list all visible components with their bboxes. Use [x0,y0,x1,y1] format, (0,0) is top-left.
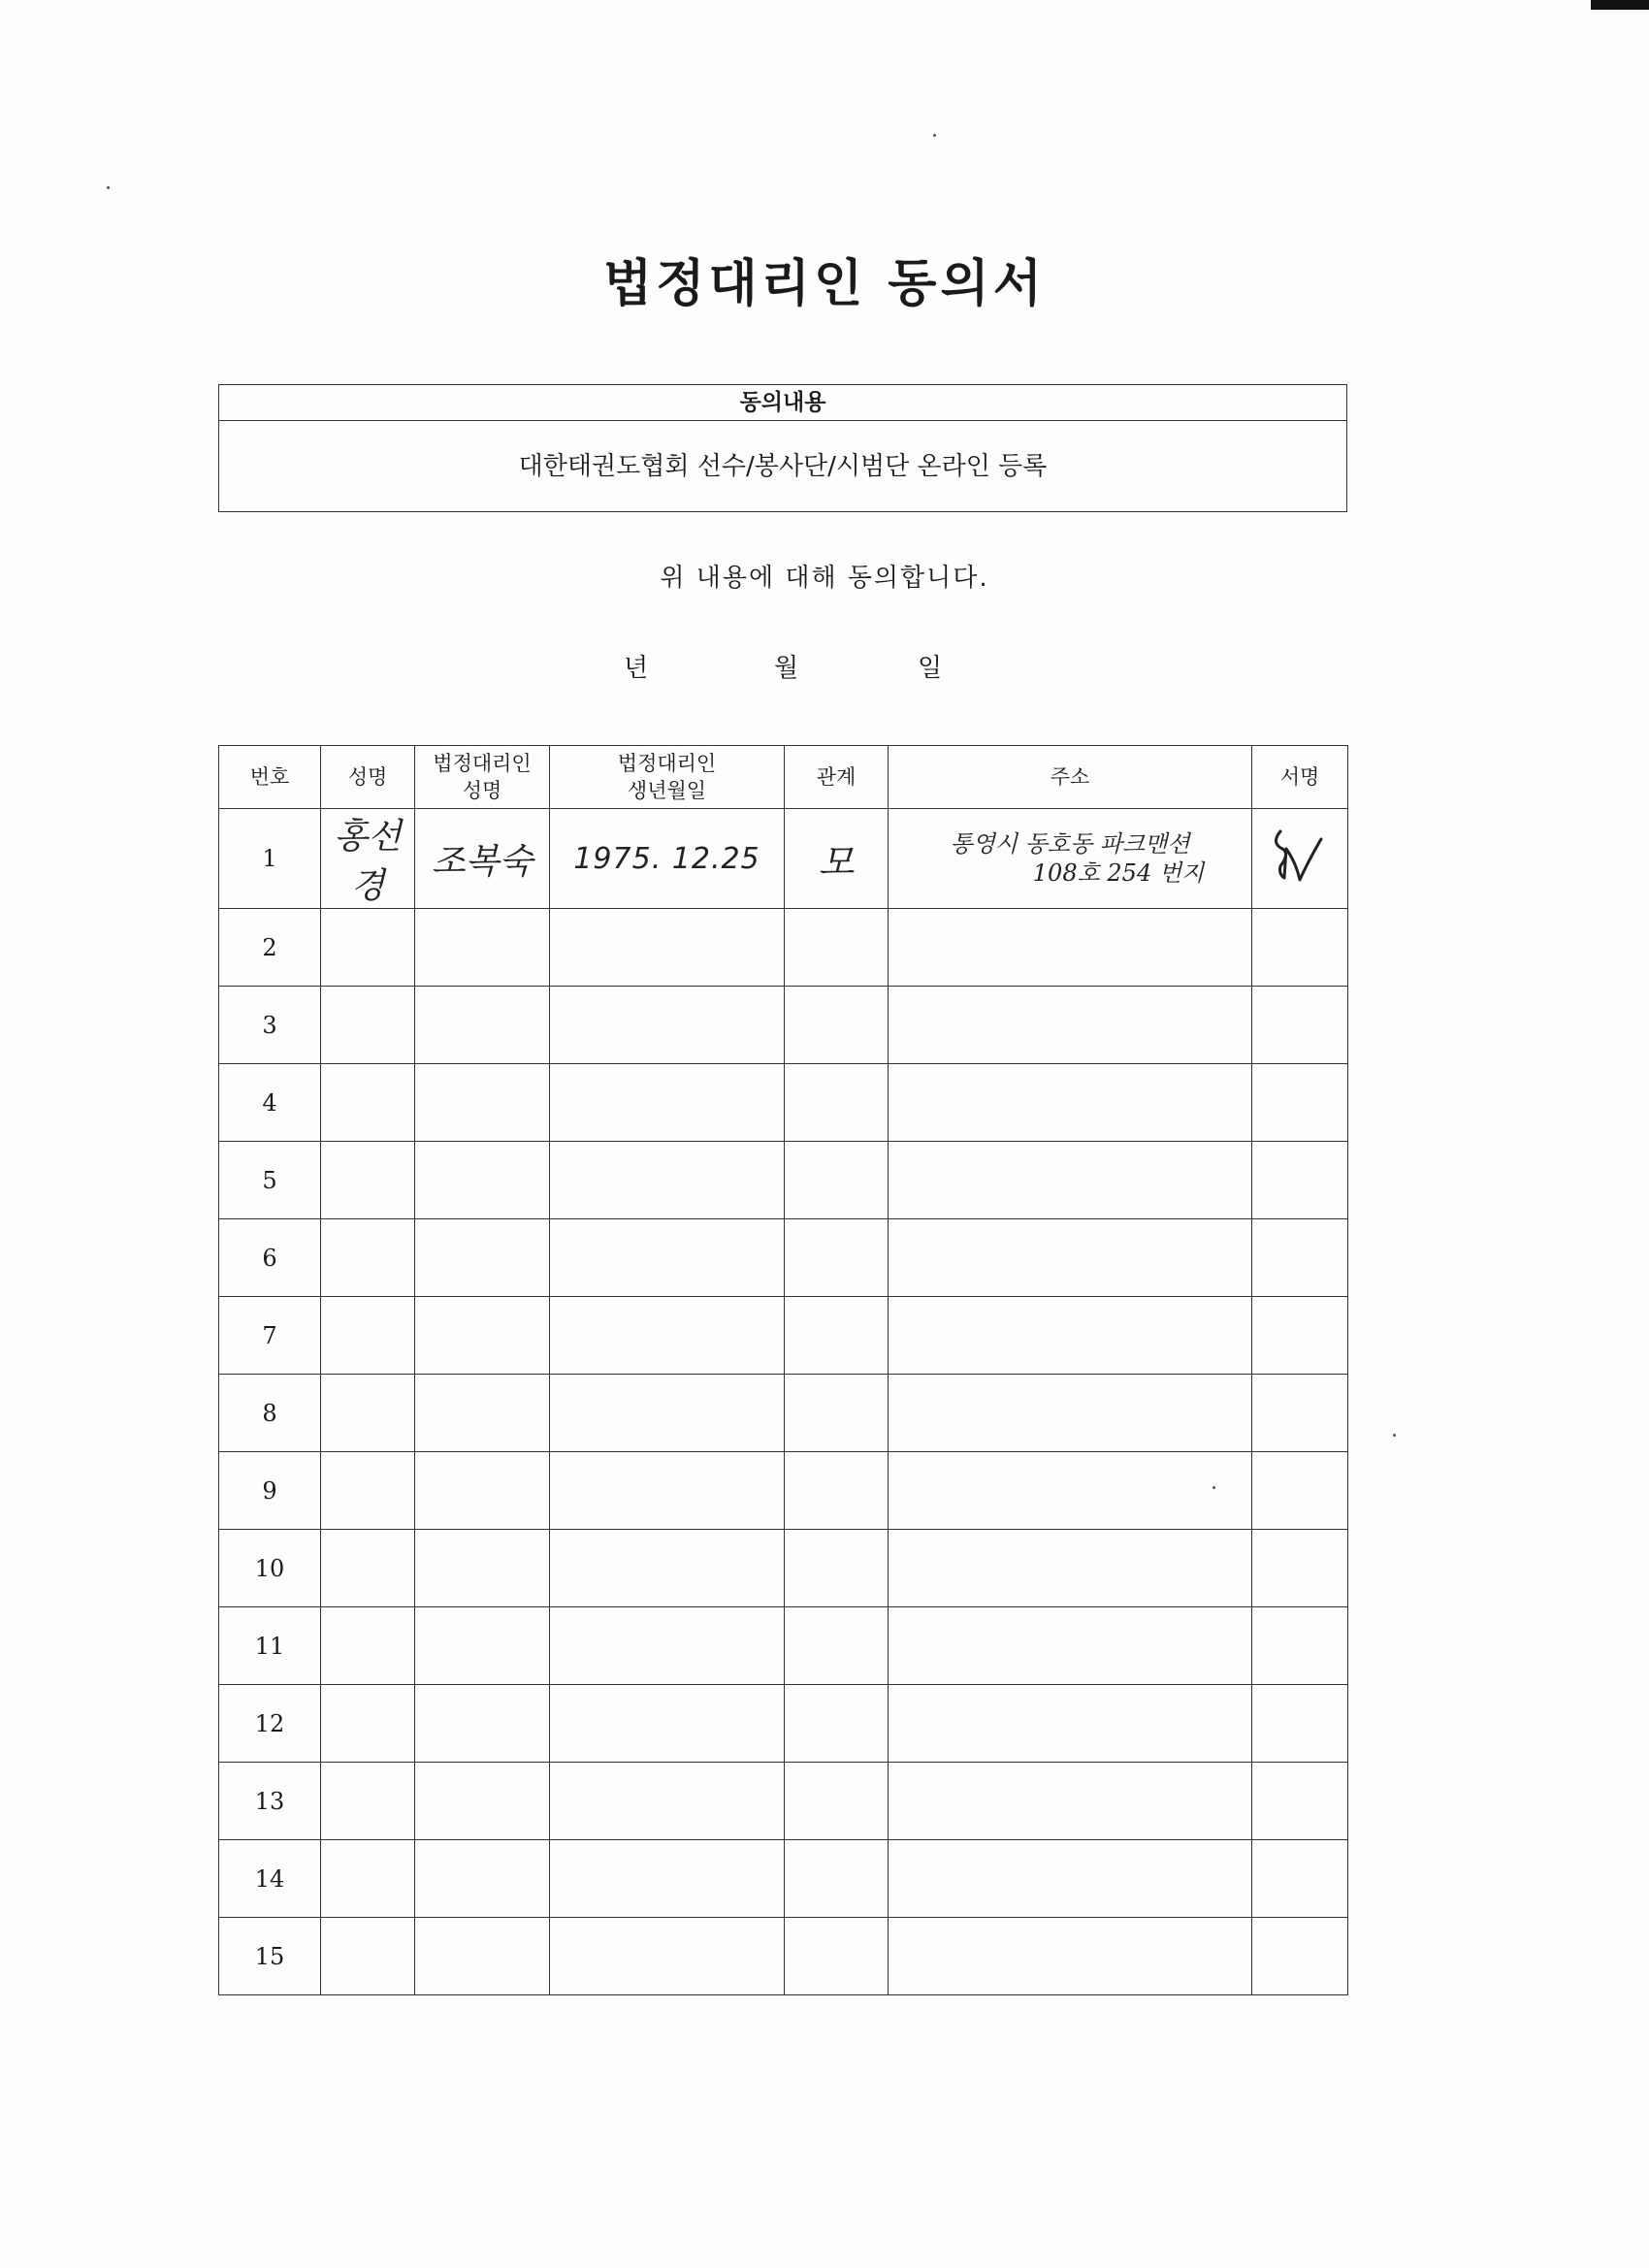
table-row [219,1607,1348,1685]
cell-no: 4 [219,1064,321,1142]
cell-guardian-name [415,1530,550,1607]
cell-name [321,1763,415,1840]
cell-signature [1252,1452,1348,1530]
signature-mark [1261,820,1339,897]
cell-relation [785,1530,889,1607]
cell-no: 13 [219,1763,321,1840]
guardian-table [218,745,1348,1995]
cell-address [889,1452,1252,1530]
header-name: 성명 [321,746,415,809]
table-row [219,1375,1348,1452]
cell-signature [1252,1607,1348,1685]
cell-name [321,1607,415,1685]
cell-relation [785,1452,889,1530]
cell-no: 1 [219,809,321,909]
header-signature: 서명 [1252,746,1348,809]
cell-no: 2 [219,909,321,987]
table-row [219,809,1348,909]
cell-name [321,909,415,987]
cell-relation [785,1375,889,1452]
cell-signature [1252,1530,1348,1607]
table-row [219,1142,1348,1219]
cell-guardian-birth [550,1064,785,1142]
cell-signature [1252,1918,1348,1995]
table-body [219,809,1348,1995]
cell-guardian-name [415,1607,550,1685]
cell-address [889,1064,1252,1142]
cell-signature [1252,809,1348,909]
cell-guardian-name: 조복숙 [415,809,550,909]
cell-name: 홍선경 [321,809,415,909]
cell-signature [1252,987,1348,1064]
cell-address [889,1685,1252,1763]
table-row [219,1685,1348,1763]
cell-address [889,1142,1252,1219]
cell-relation [785,1763,889,1840]
cell-no: 15 [219,1918,321,1995]
cell-guardian-birth [550,1918,785,1995]
cell-no: 6 [219,1219,321,1297]
cell-relation [785,1219,889,1297]
cell-name [321,1840,415,1918]
cell-guardian-name [415,987,550,1064]
cell-guardian-name [415,909,550,987]
cell-guardian-name [415,1452,550,1530]
cell-relation [785,1918,889,1995]
cell-signature [1252,1763,1348,1840]
cell-relation [785,987,889,1064]
table-row [219,1452,1348,1530]
cell-guardian-name [415,1064,550,1142]
cell-guardian-name [415,1142,550,1219]
cell-signature [1252,1685,1348,1763]
cell-address [889,1607,1252,1685]
cell-guardian-name [415,1685,550,1763]
cell-no: 14 [219,1840,321,1918]
header-no: 번호 [219,746,321,809]
table-row [219,1530,1348,1607]
cell-guardian-birth [550,1297,785,1375]
cell-relation [785,1297,889,1375]
cell-signature [1252,1064,1348,1142]
cell-guardian-name [415,1763,550,1840]
cell-signature [1252,909,1348,987]
cell-guardian-birth [550,1607,785,1685]
cell-signature [1252,1297,1348,1375]
cell-address [889,1375,1252,1452]
cell-guardian-name [415,1297,550,1375]
cell-guardian-birth [550,909,785,987]
cell-relation [785,1840,889,1918]
consent-box [218,384,1347,512]
cell-guardian-name [415,1375,550,1452]
table-row [219,1064,1348,1142]
cell-name [321,1685,415,1763]
scan-speck [107,186,110,189]
cell-guardian-name [415,1840,550,1918]
page-title: 법정대리인 동의서 [603,254,1046,313]
agree-statement: 위 내용에 대해 동의합니다. [660,564,989,593]
cell-name [321,1219,415,1297]
table-row [219,909,1348,987]
cell-name [321,1064,415,1142]
cell-guardian-birth: 1975. 12.25 [550,809,785,909]
header-guardian-birth: 법정대리인 생년월일 [550,746,785,809]
table-row [219,1918,1348,1995]
scan-speck [1393,1434,1396,1437]
cell-relation: 모 [785,809,889,909]
cell-address: 통영시 동호동 파크맨션 108호 254 번지 [889,809,1252,909]
cell-guardian-birth [550,1142,785,1219]
cell-guardian-birth [550,1375,785,1452]
cell-guardian-birth [550,1452,785,1530]
cell-name [321,1297,415,1375]
cell-no: 8 [219,1375,321,1452]
cell-no: 3 [219,987,321,1064]
cell-guardian-name [415,1918,550,1995]
cell-name [321,1530,415,1607]
cell-address [889,1763,1252,1840]
cell-guardian-birth [550,1530,785,1607]
cell-relation [785,909,889,987]
cell-name [321,987,415,1064]
date-day-label: 일 [918,654,943,683]
header-guardian-name: 법정대리인 성명 [415,746,550,809]
cell-signature [1252,1219,1348,1297]
cell-guardian-birth [550,1219,785,1297]
cell-address [889,1840,1252,1918]
scan-speck [933,134,936,137]
header-address: 주소 [889,746,1252,809]
cell-guardian-birth [550,1763,785,1840]
table-row [219,987,1348,1064]
cell-name [321,1918,415,1995]
header-relation: 관계 [785,746,889,809]
scan-edge-mark [1591,0,1649,10]
cell-no: 11 [219,1607,321,1685]
consent-header: 동의내용 [219,385,1346,421]
cell-relation [785,1064,889,1142]
cell-name [321,1142,415,1219]
cell-no: 7 [219,1297,321,1375]
cell-no: 10 [219,1530,321,1607]
table-row [219,1297,1348,1375]
cell-guardian-birth [550,1685,785,1763]
table-row [219,1219,1348,1297]
table-row [219,1763,1348,1840]
cell-address [889,987,1252,1064]
cell-no: 12 [219,1685,321,1763]
cell-address [889,909,1252,987]
cell-relation [785,1142,889,1219]
date-row [0,648,1649,681]
cell-name [321,1375,415,1452]
cell-address [889,1918,1252,1995]
table-row [219,1840,1348,1918]
cell-relation [785,1607,889,1685]
cell-signature [1252,1375,1348,1452]
cell-relation [785,1685,889,1763]
cell-signature [1252,1142,1348,1219]
cell-address [889,1297,1252,1375]
date-month-label: 월 [774,654,799,683]
cell-guardian-birth [550,987,785,1064]
cell-guardian-name [415,1219,550,1297]
cell-guardian-birth [550,1840,785,1918]
cell-name [321,1452,415,1530]
cell-no: 5 [219,1142,321,1219]
cell-signature [1252,1840,1348,1918]
cell-address [889,1219,1252,1297]
cell-address [889,1530,1252,1607]
consent-body: 대한태권도협회 선수/봉사단/시범단 온라인 등록 [518,452,1048,481]
table-header-row [219,746,1348,809]
date-year-label: 년 [624,654,649,683]
cell-no: 9 [219,1452,321,1530]
